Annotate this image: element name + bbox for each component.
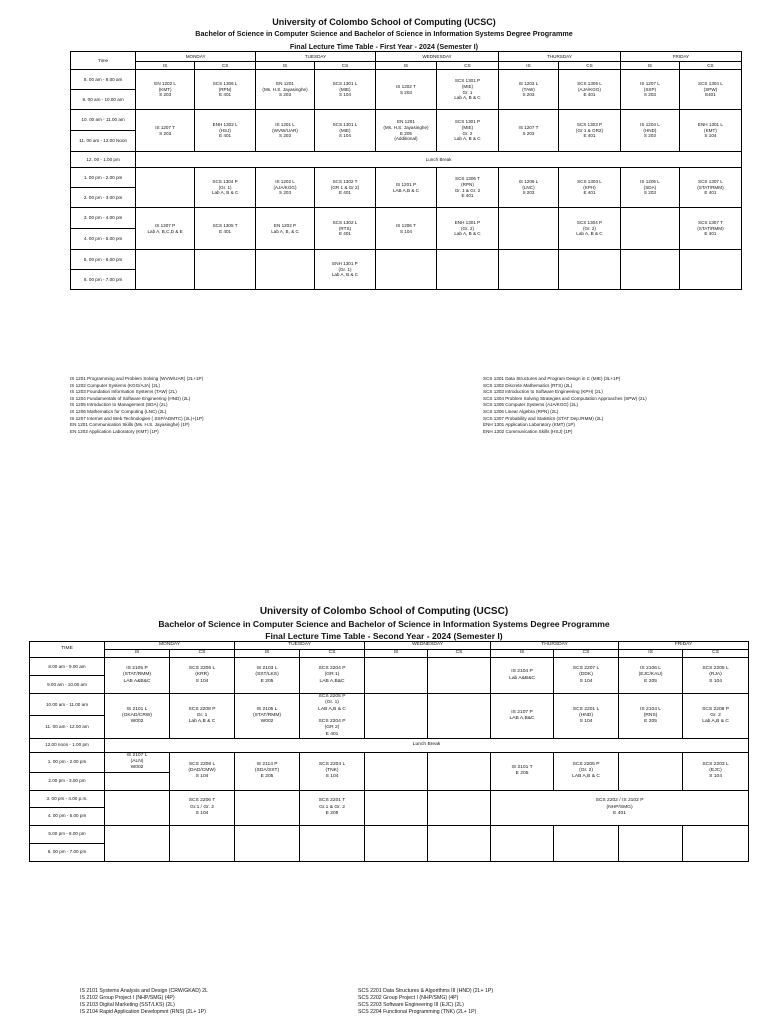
time-slot: 6. 00 pm - 7.00 pm xyxy=(71,270,136,290)
empty-slot-cell xyxy=(256,250,315,290)
lecture-cell: SCS 2208 L (DAD/CMW) S 104 xyxy=(170,752,235,790)
empty-slot-cell xyxy=(619,825,683,861)
lecture-cell: SCS 1307 L (STAT/RMM) E 401 xyxy=(679,168,741,208)
stream-header-cs: CS xyxy=(554,650,619,658)
lecture-cell: IS 1206 L (LNC) S 203 xyxy=(499,168,559,208)
lecture-cell: SCS 1304 P (Gr. 1) Lab A, B & C xyxy=(195,168,256,208)
time-slot: 9.00 am - 10.00 am xyxy=(30,676,105,694)
stream-header-is: IS xyxy=(499,62,559,70)
timetable-row xyxy=(71,152,742,168)
lecture-cell: SCS 1306 L (RPN) E 401 xyxy=(195,70,256,110)
stream-header-is: IS xyxy=(105,650,170,658)
empty-slot-cell xyxy=(554,825,619,861)
lecture-cell: SCS 1306 T (RPN) Gr. 1 & Gr. 2 E 401 xyxy=(436,168,498,208)
time-slot: 11. 00 am - 12.00 am xyxy=(30,716,105,738)
empty-slot-cell xyxy=(428,790,491,825)
empty-slot-cell xyxy=(235,790,300,825)
lecture-cell: IS 1201 P LAB A,B & C xyxy=(375,168,436,208)
stream-header-cs: CS xyxy=(683,650,749,658)
day-header-tuesday: TUESDAY xyxy=(235,642,365,650)
timetable-row xyxy=(30,694,749,716)
empty-slot-cell xyxy=(558,250,620,290)
lecture-cell: IS 1202 L (AJA/KGG) S 203 xyxy=(256,168,315,208)
stream-header-cs: CS xyxy=(558,62,620,70)
time-slot: 8.00 am - 9.00 am xyxy=(30,658,105,676)
lecture-cell: IS 2104 P Lab A&B&C xyxy=(491,658,554,694)
course-legend-right xyxy=(483,376,647,435)
lecture-cell: EN 1201 (Ms. H.S. Jayasinghe) E 205 (Additional) xyxy=(375,110,436,152)
lecture-cell: IS 2105 P (STAT/RMM) LAB A&B&C xyxy=(105,658,170,694)
course-legend-entry: SCS 1306 Linear Algebra (RPN) (2L) xyxy=(483,408,559,414)
stream-header-cs: CS xyxy=(436,62,498,70)
empty-slot-cell xyxy=(428,752,491,790)
empty-slot-cell xyxy=(428,694,491,739)
lecture-cell: SCS 1303 L (KPH) E 401 xyxy=(558,168,620,208)
course-legend-entry: SCS 1305 Computer Systems (AJA/KGG) (2L) xyxy=(483,402,578,408)
lecture-cell: SCS 1301 P (MIE) Gr. 2 Lab A, B & C xyxy=(436,110,498,152)
stream-header-is: IS xyxy=(256,62,315,70)
empty-slot-cell xyxy=(365,752,428,790)
stream-header-is: IS xyxy=(375,62,436,70)
lecture-cell: SCS 2206 L (KRR) S 104 xyxy=(170,658,235,694)
course-legend-entry: SCS 2204 Functional Programming (TNK) (2L+ 1P) xyxy=(358,1009,477,1015)
lecture-cell: SCS 1301 L (MIE) S 104 xyxy=(314,70,375,110)
lecture-cell: IS 2104 L (RNS) E 205 xyxy=(619,694,683,739)
lecture-cell: IS 1203 L (TAW) S 203 xyxy=(499,70,559,110)
timetable-row xyxy=(30,658,749,676)
lecture-cell: SCS 1304 L (SPW) E401 xyxy=(679,70,741,110)
lecture-cell: SCS 2204 P (GR 1) LAB A,B&C xyxy=(300,658,365,694)
stream-header-is: IS xyxy=(365,650,428,658)
lecture-cell: SCS 2207 L (DDK) S 104 xyxy=(554,658,619,694)
day-header-monday: MONDAY xyxy=(105,642,235,650)
course-legend-entry: SCS 1303 Introduction to Software Engineering (KPH) (2L) xyxy=(483,389,603,395)
lecture-cell: SCS 1301 P (MIE) Gr. 1 Lab A, B & C xyxy=(436,70,498,110)
lecture-cell: SCS 1305 L (AJA/KGG) E 401 xyxy=(558,70,620,110)
second-year-timetable xyxy=(29,641,749,862)
day-header-row xyxy=(71,52,742,62)
time-slot: 10. 00 am - 11.00 am xyxy=(71,110,136,131)
lecture-cell: IS 2107 L (ALN) W002 xyxy=(105,752,170,772)
course-legend-entry: IS 1203 Foundation Information Systems (TAW) (2L) xyxy=(70,389,177,395)
lecture-cell: EN 1202 P Lab A, B, & C xyxy=(256,208,315,250)
day-header-thursday: THURSDAY xyxy=(499,52,621,62)
empty-slot-cell xyxy=(679,250,741,290)
time-slot: 1. 00 pm - 2.00 pm xyxy=(71,168,136,188)
day-header-thursday: THURSDAY xyxy=(491,642,619,650)
timetable-row xyxy=(30,825,749,843)
empty-slot-cell xyxy=(170,825,235,861)
lecture-cell: ENH 1302 L (HSJ) E 401 xyxy=(195,110,256,152)
course-legend-entry: IS 2103 Digital Marketing (SST/LKS) (2L) xyxy=(80,1002,175,1008)
empty-slot-cell xyxy=(499,208,559,250)
course-legend-entry: IS 2104 Rapid Application Developmnt (RNS) (2L+ 1P) xyxy=(80,1009,206,1015)
lecture-cell: IS 2101 T E 205 xyxy=(491,752,554,790)
lecture-cell: IS 1202 T S 203 xyxy=(375,70,436,110)
empty-slot-cell xyxy=(620,208,679,250)
lecture-cell: EN 1202 L (KMT) S 203 xyxy=(136,70,195,110)
stream-header-is: IS xyxy=(620,62,679,70)
course-legend-left xyxy=(80,988,208,1016)
lecture-cell: ENH 1301 P (Gr. 1) Lab A, B & C xyxy=(314,250,375,290)
lecture-cell: SCS 2202 / IS 2102 P (NHP/SMG) E 401 xyxy=(491,790,749,825)
course-legend-entry: IS 1207 Internet and Web Technologies ( SSP/ADMTC) (2L)+(1P) xyxy=(70,415,204,421)
time-slot: 4. 00 pm - 5.00 pm xyxy=(30,807,105,825)
empty-slot-cell xyxy=(436,250,498,290)
time-column-header: Time xyxy=(71,52,136,70)
course-legend-entry: IS 1206 Mathematics for Computing (LNC) (2L) xyxy=(70,408,167,414)
time-slot: 8. 00 am - 9.00 am xyxy=(71,70,136,90)
timetable-row xyxy=(71,110,742,131)
day-header-friday: FRIDAY xyxy=(619,642,749,650)
stream-header-row xyxy=(30,650,749,658)
university-title: University of Colombo School of Computing (UCSC) xyxy=(272,17,496,27)
stream-header-cs: CS xyxy=(679,62,741,70)
time-slot: 2.00 pm - 3.00 pm xyxy=(30,772,105,790)
lecture-cell: IS 1207 P Lab A, B,C,D & E xyxy=(136,208,195,250)
course-legend-entry: SCS 1307 Probability and Statistics (STAT Dep./RMM) (2L) xyxy=(483,415,604,421)
first-year-timetable-sheet xyxy=(0,0,768,470)
lecture-cell: IS 2103 L (SST/LKS) E 205 xyxy=(235,658,300,694)
course-legend-entry: IS 1204 Fundamentals of Software Engineering (HND) (2L) xyxy=(70,395,191,401)
time-slot: 5. 00 pm - 6.00 pm xyxy=(71,250,136,270)
second-year-timetable-sheet xyxy=(0,600,768,1024)
empty-slot-cell xyxy=(136,250,195,290)
empty-slot-cell xyxy=(365,694,428,739)
timetable-row xyxy=(71,70,742,90)
lecture-cell: IS 2107 P LAB A,B&C xyxy=(491,694,554,739)
university-title: University of Colombo School of Computing (UCSC) xyxy=(259,606,509,617)
course-legend-entry: IS 1205 Introduction to Management (SDA) (2L) xyxy=(70,402,168,408)
empty-slot-cell xyxy=(105,772,170,790)
time-slot: 5.00 pm - 6.00 pm xyxy=(30,825,105,843)
timetable-heading: Final Lecture Time Table - Second Year - 2024 (Semester I) xyxy=(265,631,503,641)
day-header-friday: FRIDAY xyxy=(620,52,741,62)
empty-slot-cell xyxy=(195,250,256,290)
day-header-tuesday: TUESDAY xyxy=(256,52,376,62)
lunch-break-cell: Lunch Break xyxy=(136,152,742,168)
day-header-row xyxy=(30,642,749,650)
lecture-cell: SCS 1305 T E 401 xyxy=(195,208,256,250)
timetable-row xyxy=(30,752,749,772)
lecture-cell: SCS 2205 L (RJA) S 104 xyxy=(683,658,749,694)
lecture-cell: ENH 1301 P (Gr. 2) Lab A, B & C xyxy=(436,208,498,250)
empty-slot-cell xyxy=(105,825,170,861)
time-slot: 2. 00 pm - 3.00 pm xyxy=(71,188,136,208)
empty-slot-cell xyxy=(619,752,683,790)
empty-slot-cell xyxy=(375,250,436,290)
course-legend-entry: SCS 2201 Data Structures & Algorithms III (HND) (2L+ 1P) xyxy=(358,988,494,994)
lecture-cell: IS 1204 L (HND) S 203 xyxy=(620,110,679,152)
course-legend-entry: SCS 2203 Software Engineering III (EJC) (2L) xyxy=(358,1002,464,1008)
lecture-cell: IS 1206 T S 104 xyxy=(375,208,436,250)
course-legend-entry: IS 1202 Computer Systems (KGG/AJA) (2L) xyxy=(70,382,160,388)
stream-header-is: IS xyxy=(619,650,683,658)
lecture-cell: IS 1207 T S 203 xyxy=(499,110,559,152)
empty-slot-cell xyxy=(428,825,491,861)
stream-header-cs: CS xyxy=(314,62,375,70)
time-slot: 9. 00 am - 10.00 am xyxy=(71,90,136,110)
lecture-cell: IS 2105 L (STAT/RMM) W002 xyxy=(235,694,300,739)
empty-slot-cell xyxy=(683,825,749,861)
time-slot: 1. 00 pm - 2.00 pm xyxy=(30,752,105,772)
time-slot: 10.00 am - 11.00 am xyxy=(30,694,105,716)
lecture-cell: IS 1201 L (WVW/UAR) S 203 xyxy=(256,110,315,152)
timetable-row xyxy=(30,790,749,807)
time-slot: 6. 00 pm - 7.00 pm xyxy=(30,843,105,861)
timetable-row xyxy=(71,208,742,229)
course-legend-entry: IS 2101 Systems Analysis and Design (CRW/GKAD) 2L xyxy=(80,988,208,994)
timetable-heading: Final Lecture Time Table - First Year - 2024 (Semester I) xyxy=(289,42,479,51)
course-legend-entry: SCS 1302 Discrete Mathematics (RTS) (2L) xyxy=(483,382,573,388)
course-legend-entry: SCS 1301 Data Structures and Program Design in C (MIE) (3L+1P) xyxy=(483,376,621,381)
empty-slot-cell xyxy=(499,250,559,290)
time-column-header: TIME xyxy=(30,642,105,658)
course-legend-entry: ENH 1302 Communication Skills (HSJ) (1P) xyxy=(483,428,573,434)
lecture-cell: SCS 2208 P Gr. 2 Lab A,B & C xyxy=(683,694,749,739)
lecture-cell: IS 2114 P (SDA/SST) E 205 xyxy=(235,752,300,790)
lecture-cell: SCS 2201 L (HND) S 104 xyxy=(554,694,619,739)
course-legend-entry: SCS 1304 Problem Solving Strategies and Computation Approaches (SPW) (2L) xyxy=(483,395,647,401)
lunch-break-cell: Lunch Break xyxy=(105,738,749,752)
stream-header-cs: CS xyxy=(300,650,365,658)
stream-header-row xyxy=(71,62,742,70)
time-slot: 4. 00 pm - 5.00 pm xyxy=(71,229,136,250)
degree-subtitle: Bachelor of Science in Computer Science and Bachelor of Science in Information Systems Degree Programme xyxy=(158,619,610,629)
day-header-wednesday: WEDNESDAY xyxy=(365,642,491,650)
stream-header-is: IS xyxy=(491,650,554,658)
lecture-cell: EN 1201 (Ms. H.S. Jayasinghe) S 203 xyxy=(256,70,315,110)
course-legend-entry: EN 1201 Communication Skills (Ms. H.S. Jayasinghe) (1P) xyxy=(70,422,190,428)
empty-slot-cell xyxy=(105,790,170,825)
stream-header-is: IS xyxy=(235,650,300,658)
lecture-cell: SCS 2201 T Gr.1 & Gr. 2 E 205 xyxy=(300,790,365,825)
course-legend-right xyxy=(358,988,493,1016)
lecture-cell: SCS 2208 P Gr. 1 Lab A,B & C xyxy=(170,694,235,739)
lecture-cell: IS 2101 L (GKAD/CRW) W002 xyxy=(105,694,170,739)
stream-header-is: IS xyxy=(136,62,195,70)
time-slot: 12.00 noon - 1.00 pm xyxy=(30,738,105,752)
lecture-cell: SCS 1303 P (Gr 1 & GR2) E 401 xyxy=(558,110,620,152)
lecture-cell: SCS 1304 P (Gr. 2) Lab A, B & C xyxy=(558,208,620,250)
degree-subtitle: Bachelor of Science in Computer Science and Bachelor of Science in Information Systems Degree Programme xyxy=(195,29,573,38)
lecture-cell: SCS 2206 T Gr.1 / Gr. 2 S 104 xyxy=(170,790,235,825)
first-year-timetable xyxy=(70,51,742,290)
empty-slot-cell xyxy=(365,658,428,694)
empty-slot-cell xyxy=(491,825,554,861)
lecture-cell: IS 2106 L (EJC/KAU) E 205 xyxy=(619,658,683,694)
course-legend-entry: IS 1201 Programming and Problem Solving (WVW/UAR) (2L+1P) xyxy=(70,376,204,381)
lecture-cell: ENH 1301 L (KMT) S 104 xyxy=(679,110,741,152)
lecture-cell: IS 1207 T S 203 xyxy=(136,110,195,152)
empty-slot-cell xyxy=(365,790,428,825)
time-slot: 3. 00 pm - 4.00 p.m. xyxy=(30,790,105,807)
stream-header-cs: CS xyxy=(195,62,256,70)
timetable-row xyxy=(30,738,749,752)
timetable-row xyxy=(71,168,742,188)
day-header-monday: MONDAY xyxy=(136,52,256,62)
time-slot: 12. 00 - 1.00 pm xyxy=(71,152,136,168)
stream-header-cs: CS xyxy=(428,650,491,658)
lecture-cell: SCS 1301 L (MIE) S 104 xyxy=(314,110,375,152)
lecture-cell: IS 1205 L (SDA) S 203 xyxy=(620,168,679,208)
lecture-cell: SCS 1302 L (RTS) E 401 xyxy=(314,208,375,250)
lecture-cell: SCS 2205 P (Gr. 1) LAB A,B & C SCS 2204 P (GR 2) E 401 xyxy=(300,694,365,739)
course-legend-entry: SCS 2202 Group Project I (NHP/SMG) (4P) xyxy=(358,995,459,1001)
course-legend-entry: ENH 1301 Application Laboratory (KMT) (1P) xyxy=(483,422,575,428)
empty-slot-cell xyxy=(428,658,491,694)
empty-slot-cell xyxy=(620,250,679,290)
time-slot: 3. 00 pm - 4.00 pm xyxy=(71,208,136,229)
course-legend-left xyxy=(70,376,204,435)
day-header-wednesday: WEDNESDAY xyxy=(375,52,498,62)
empty-slot-cell xyxy=(365,825,428,861)
course-legend-entry: EN 1202 Application Laboratory (KMT) (1P) xyxy=(70,428,159,434)
empty-slot-cell xyxy=(136,168,195,208)
lecture-cell: SCS 1307 T (STAT/RMM) E 401 xyxy=(679,208,741,250)
lecture-cell: SCS 1302 T (GR 1 & Gr 2) E 401 xyxy=(314,168,375,208)
lecture-cell: SCS 2205 P (Gr. 2) LAB A,B & C xyxy=(554,752,619,790)
stream-header-cs: CS xyxy=(170,650,235,658)
empty-slot-cell xyxy=(235,825,300,861)
lecture-cell: SCS 2203 L (EJC) S 104 xyxy=(683,752,749,790)
lecture-cell: IS 1207 L (SSP) S 203 xyxy=(620,70,679,110)
lecture-cell: SCS 2204 L (TNK) S 104 xyxy=(300,752,365,790)
timetable-row xyxy=(71,250,742,270)
course-legend-entry: IS 2102 Group Project I (NHP/SMG) (4P) xyxy=(80,995,175,1001)
empty-slot-cell xyxy=(300,825,365,861)
time-slot: 11. 00 am - 12.00 Noon xyxy=(71,131,136,152)
